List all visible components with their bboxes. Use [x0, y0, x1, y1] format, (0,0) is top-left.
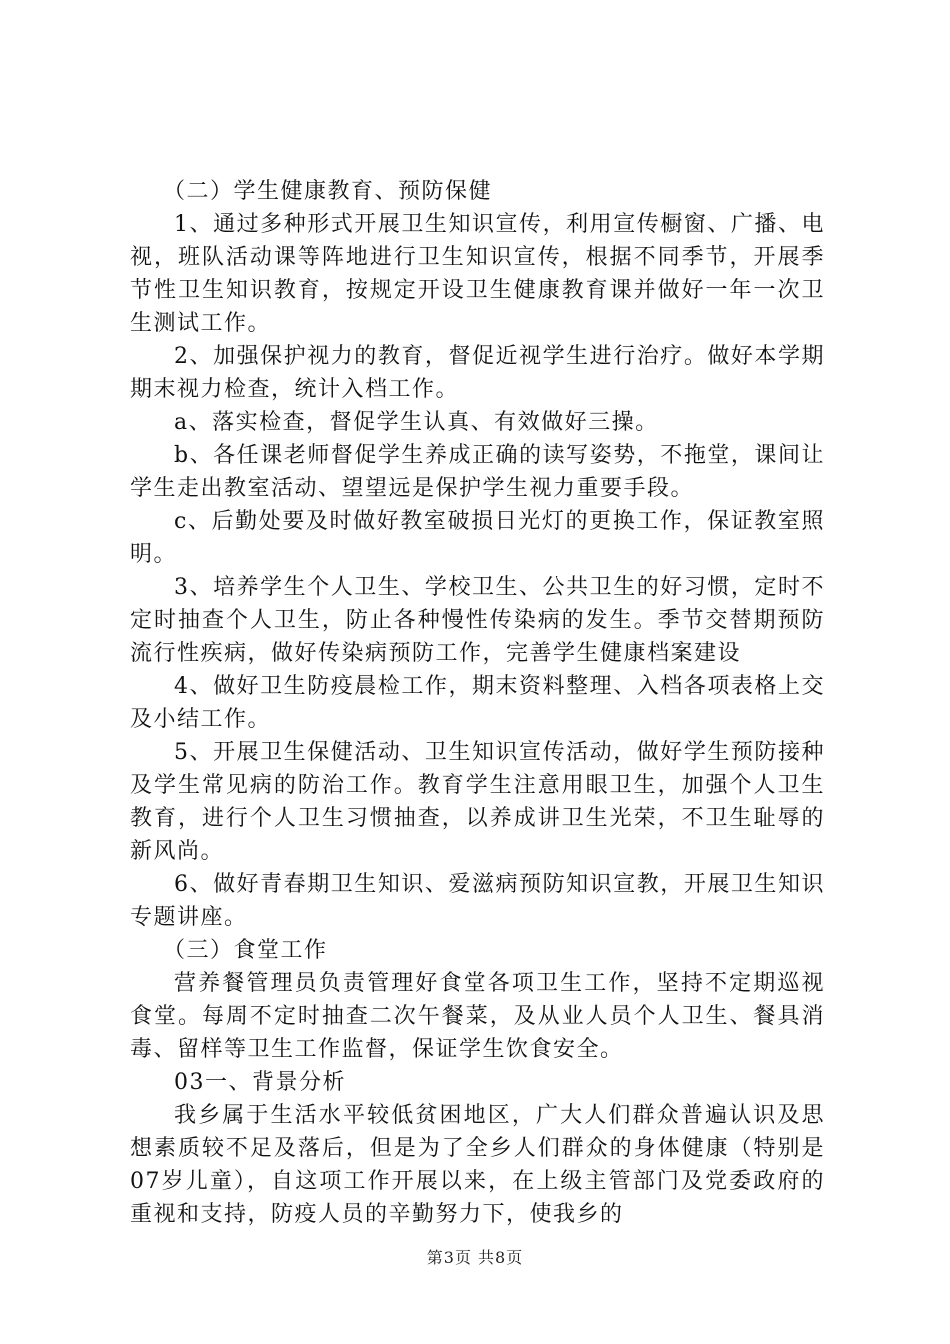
section-heading-student-health: （二）学生健康教育、预防保健	[163, 179, 493, 204]
page-number-footer: 第3页 共8页	[426, 1248, 524, 1267]
paragraph-item-c: c、后勤处要及时做好教室破损日光灯的更换工作，保证教室照明。	[130, 509, 825, 567]
paragraph-item-1: 1、通过多种形式开展卫生知识宣传，利用宣传橱窗、广播、电视，班队活动课等阵地进行卫生知识宣传，根据不同季节，开展季节性卫生知识教育，按规定开设卫生健康教育课并做好一年一次卫生测试工作。	[130, 212, 825, 336]
paragraph-item-a: a、落实检查，督促学生认真、有效做好三操。	[174, 410, 659, 435]
paragraph-background: 我乡属于生活水平较低贫困地区，广大人们群众普遍认识及思想素质较不足及落后，但是为了全乡人们群众的身体健康（特别是07岁儿童），自这项工作开展以来，在上级主管部门及党委政府的重视和支持，防疫人员的辛勤努力下，使我乡的	[130, 1103, 825, 1227]
section-heading-canteen: （三）食堂工作	[163, 938, 328, 963]
paragraph-canteen: 营养餐管理员负责管理好食堂各项卫生工作，坚持不定期巡视食堂。每周不定时抽查二次午餐菜，及从业人员个人卫生、餐具消毒、留样等卫生工作监督，保证学生饮食安全。	[130, 971, 825, 1062]
paragraph-item-5: 5、开展卫生保健活动、卫生知识宣传活动，做好学生预防接种及学生常见病的防治工作。教育学生注意用眼卫生，加强个人卫生教育，进行个人卫生习惯抽查，以养成讲卫生光荣，不卫生耻辱的新风尚。	[130, 740, 825, 864]
paragraph-item-3: 3、培养学生个人卫生、学校卫生、公共卫生的好习惯，定时不定时抽查个人卫生，防止各种慢性传染病的发生。季节交替期预防流行性疾病，做好传染病预防工作，完善学生健康档案建设	[130, 575, 825, 666]
paragraph-item-4: 4、做好卫生防疫晨检工作，期末资料整理、入档各项表格上交及小结工作。	[130, 674, 825, 732]
document-body	[130, 175, 825, 1231]
paragraph-item-6: 6、做好青春期卫生知识、爱滋病预防知识宣教，开展卫生知识专题讲座。	[130, 872, 825, 930]
paragraph-item-2: 2、加强保护视力的教育，督促近视学生进行治疗。做好本学期期末视力检查，统计入档工作。	[130, 344, 825, 402]
section-heading-background: 03一、背景分析	[174, 1070, 346, 1095]
paragraph-item-b: b、各任课老师督促学生养成正确的读写姿势，不拖堂，课间让学生走出教室活动、望望远是保护学生视力重要手段。	[130, 443, 825, 501]
